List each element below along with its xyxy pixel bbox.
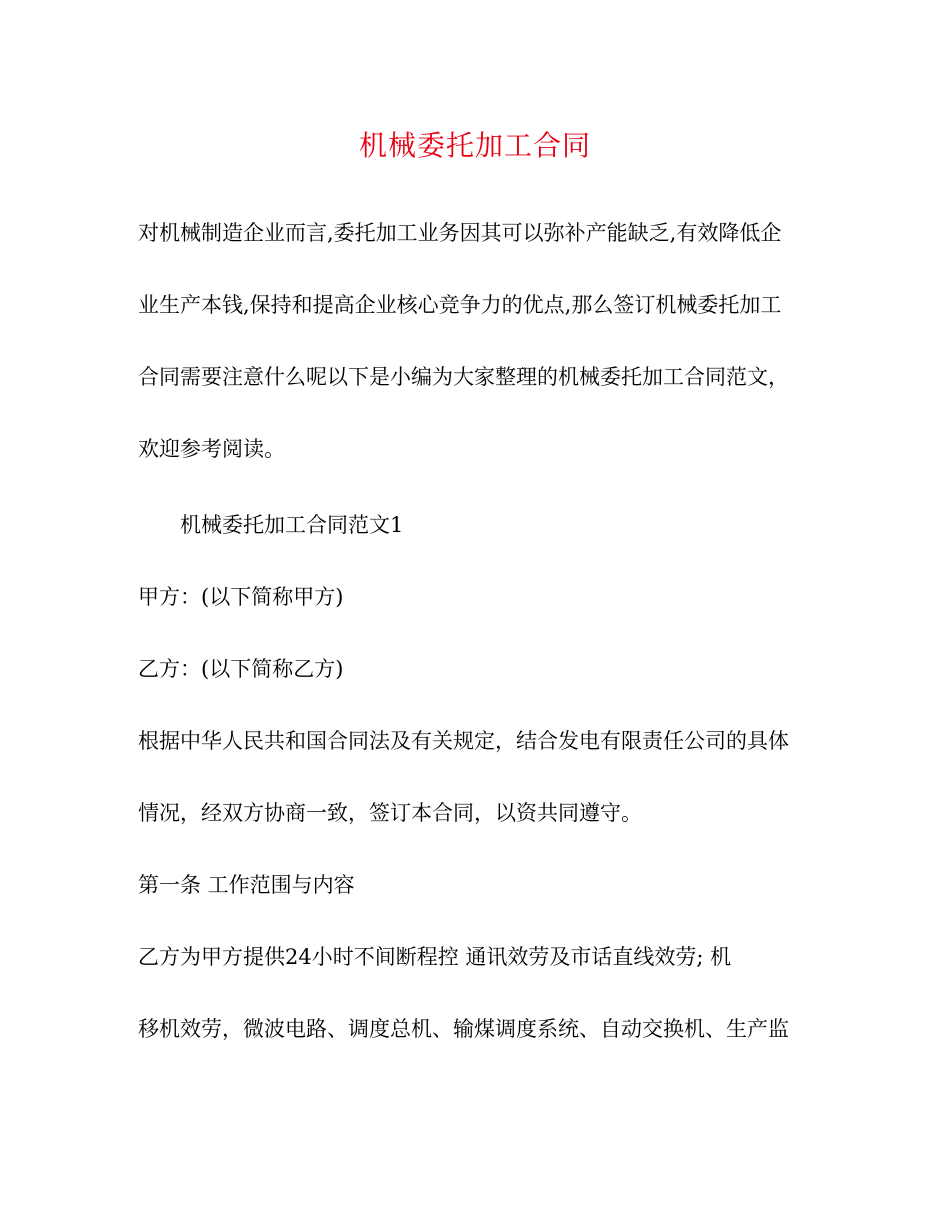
paragraph-basis-line-2: 情况，经双方协商一致，签订本合同，以资共同遵守。 bbox=[138, 801, 642, 825]
party-a-line: 甲方：(以下简称甲方) bbox=[138, 585, 344, 609]
paragraph-scope-line-1: 乙方为甲方提供24小时不间断程控 通讯效劳及市话直线效劳; 机 bbox=[138, 945, 732, 969]
paragraph-intro-line-2: 业生产本钱,保持和提高企业核心竞争力的优点,那么签订机械委托加工 bbox=[138, 293, 782, 317]
section-heading-sample-1: 机械委托加工合同范文1 bbox=[180, 513, 404, 537]
article-1-heading: 第一条 工作范围与内容 bbox=[138, 873, 355, 897]
paragraph-intro-line-4: 欢迎参考阅读。 bbox=[138, 437, 285, 461]
paragraph-intro-line-1: 对机械制造企业而言,委托加工业务因其可以弥补产能缺乏,有效降低企 bbox=[138, 221, 782, 245]
paragraph-basis-line-1: 根据中华人民共和国合同法及有关规定，结合发电有限责任公司的具体 bbox=[138, 729, 789, 753]
party-b-line: 乙方：(以下简称乙方) bbox=[138, 657, 344, 681]
paragraph-scope-line-2: 移机效劳，微波电路、调度总机、输煤调度系统、自动交换机、生产监 bbox=[138, 1017, 789, 1041]
document-title: 机械委托加工合同 bbox=[358, 129, 591, 162]
paragraph-intro-line-3: 合同需要注意什么呢以下是小编为大家整理的机械委托加工合同范文， bbox=[138, 365, 789, 389]
